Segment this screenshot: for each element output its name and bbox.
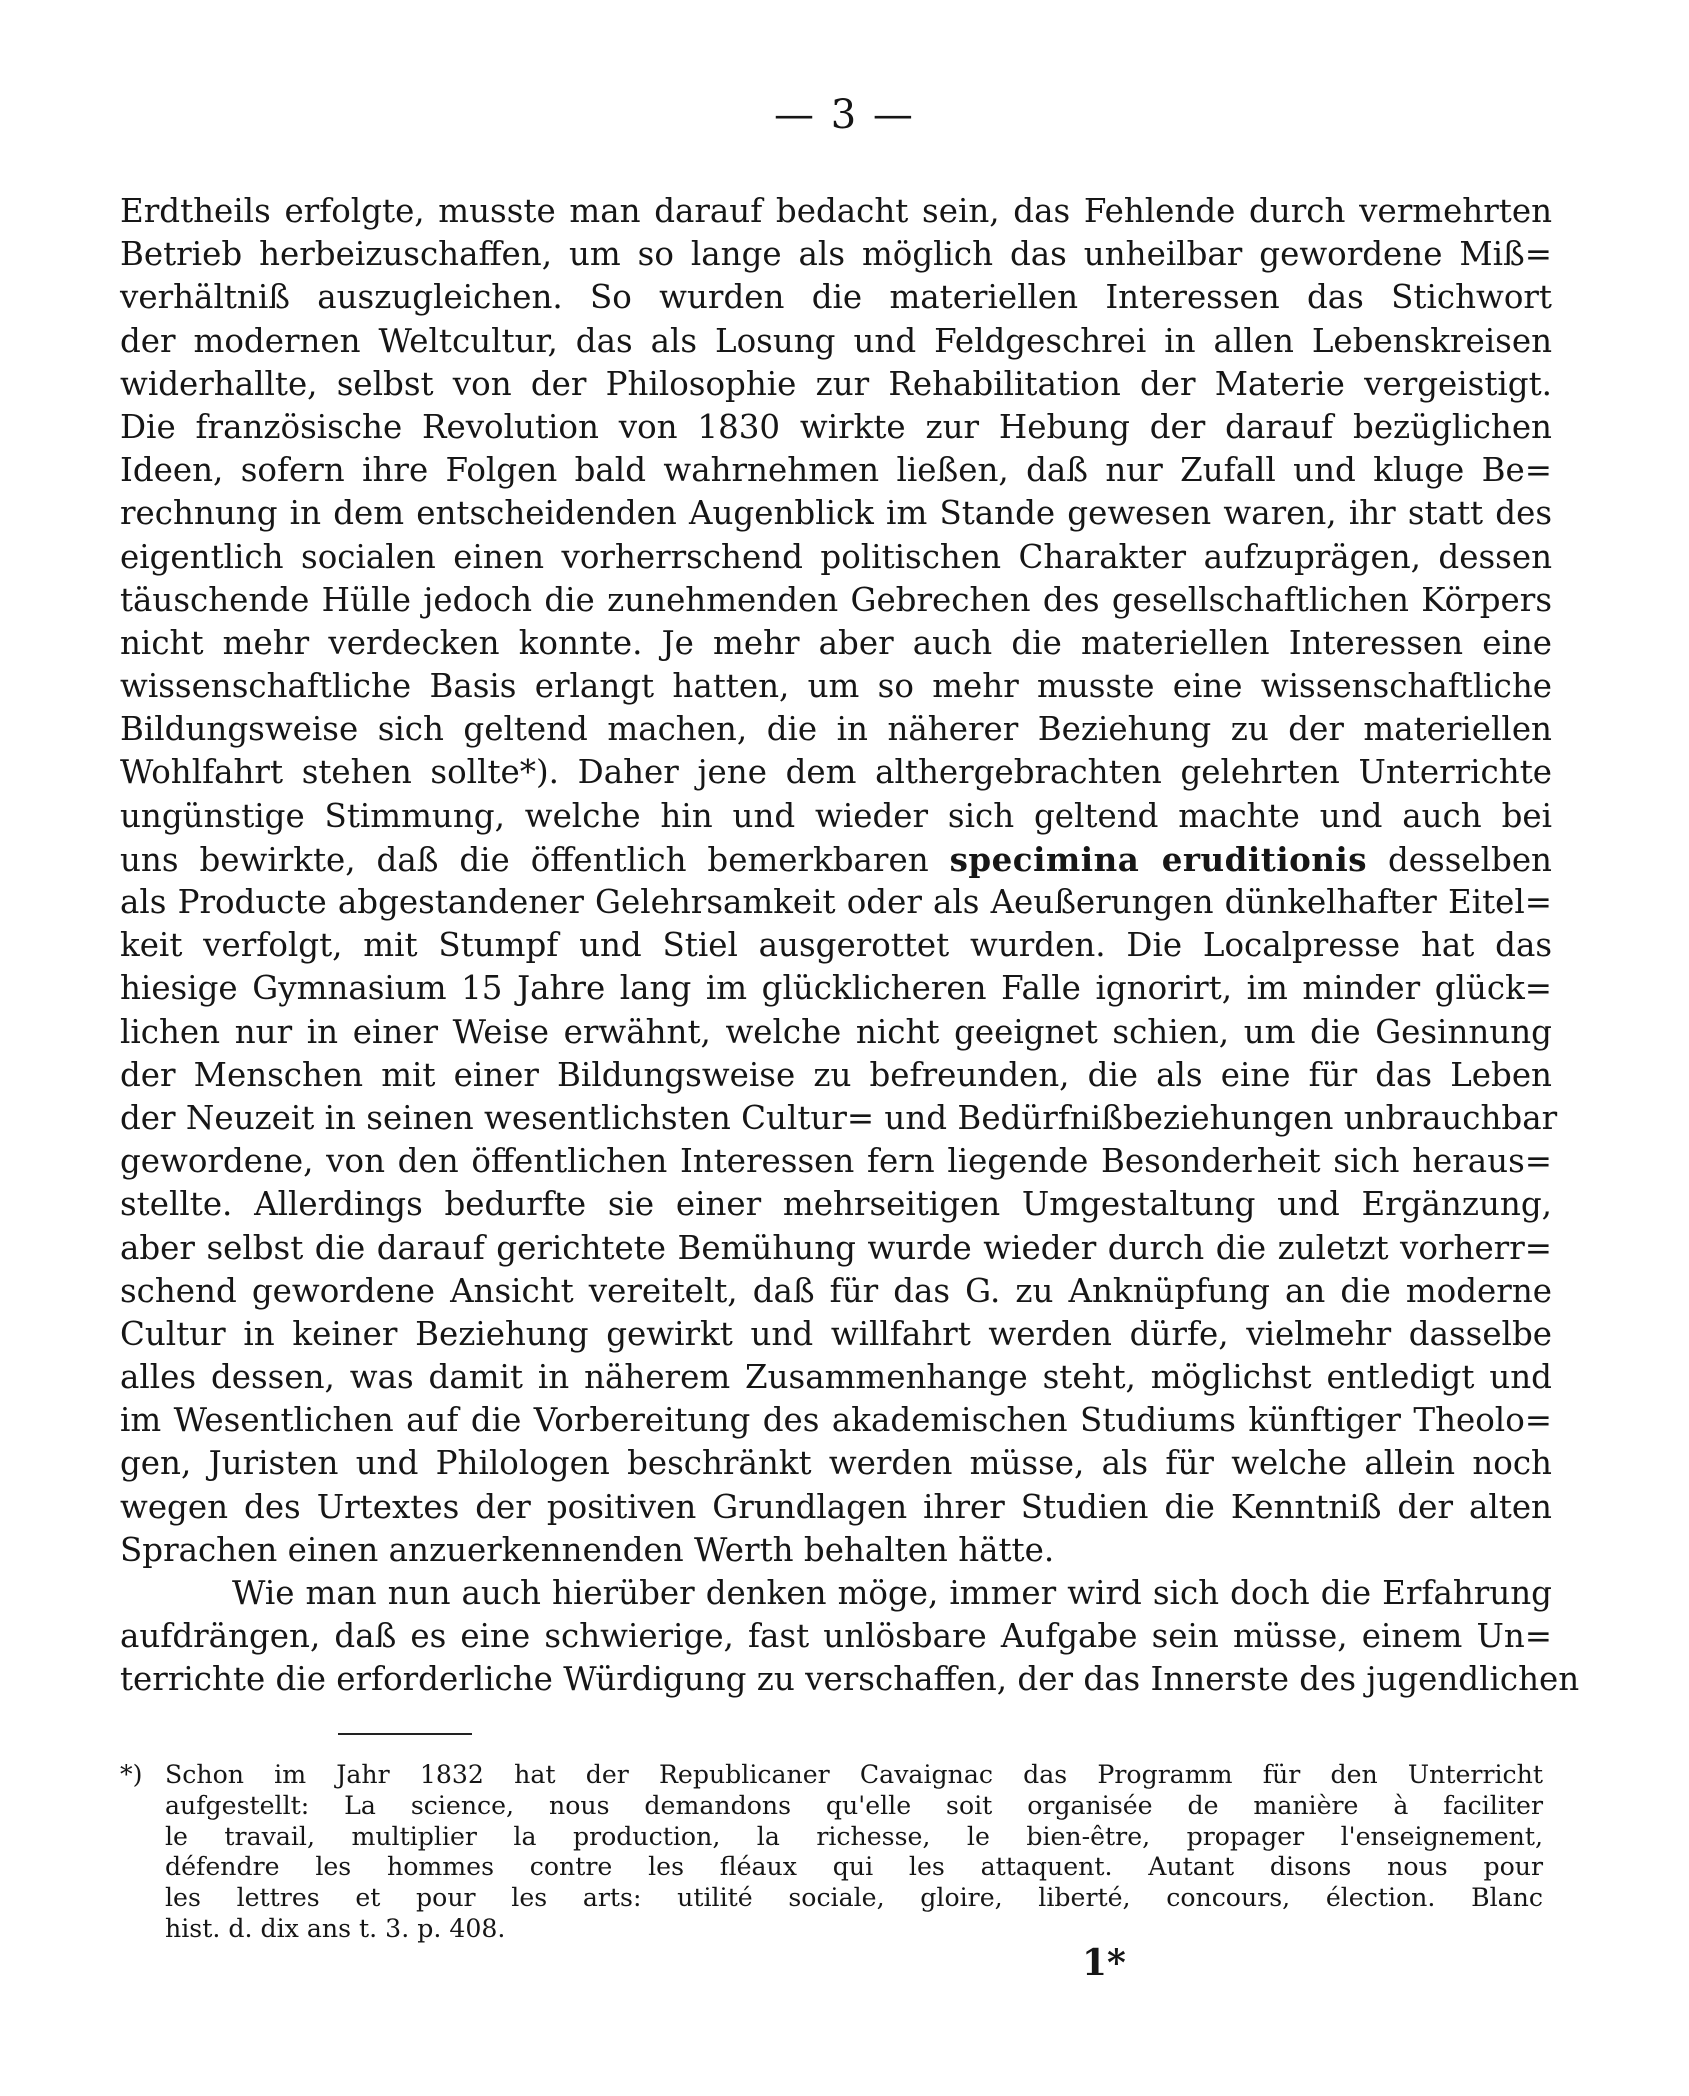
latin-emphasis: specimina eruditionis — [949, 839, 1368, 879]
text-line: der Menschen mit einer Bildungsweise zu befreunden, die als eine für das Leben — [120, 1055, 1552, 1094]
footnote-line: hist. d. dix ans t. 3. p. 408. — [165, 1913, 506, 1943]
footnote-line: le travail, multiplier la production, la richesse, le bien-être, propager l'enseignement, — [165, 1821, 1543, 1851]
text-line: aber selbst die darauf gerichtete Bemühung wurde wieder durch die zuletzt vorherr= — [120, 1228, 1552, 1267]
text-line: Bildungsweise sich geltend machen, die in näherer Beziehung zu der materiellen — [120, 710, 1552, 749]
text-line: Wohlfahrt stehen sollte*). Daher jene dem althergebrachten gelehrten Unterrichte — [120, 753, 1552, 792]
text-line: täuschende Hülle jedoch die zunehmenden Gebrechen des gesellschaftlichen Körpers — [120, 580, 1552, 619]
text-line: Erdtheils erfolgte, musste man darauf bedacht sein, das Fehlende durch vermehrten — [120, 192, 1552, 230]
text-line: terrichte die erforderliche Würdigung zu verschaffen, der das Innerste des jugendlichen — [120, 1660, 1580, 1699]
footnote — [120, 1760, 1543, 1945]
footnote-marker: *) — [120, 1760, 143, 1789]
text-line: alles dessen, was damit in näherem Zusammenhange steht, möglichst entledigt und — [120, 1358, 1552, 1397]
signature-mark: 1* — [1082, 1942, 1126, 1984]
text-line: gewordene, von den öffentlichen Interessen fern liegende Besonderheit sich heraus= — [120, 1142, 1552, 1181]
text-line: lichen nur in einer Weise erwähnt, welche nicht geeignet schien, um die Gesinnung — [120, 1012, 1552, 1051]
text-line: schend gewordene Ansicht vereitelt, daß für das G. zu Anknüpfung an die moderne — [120, 1271, 1552, 1310]
text-line: aufdrängen, daß es eine schwierige, fast unlösbare Aufgabe sein müsse, einem Un= — [120, 1617, 1552, 1656]
footnote-line: aufgestellt: La science, nous demandons qu'elle soit organisée de manière à faciliter — [165, 1790, 1543, 1820]
text-line: widerhallte, selbst von der Philosophie zur Rehabilitation der Materie vergeistigt. — [120, 364, 1552, 403]
paragraph-start-line: Wie man nun auch hierüber denken möge, immer wird sich doch die Erfahrung — [232, 1574, 1552, 1612]
text-line: der Neuzeit in seinen wesentlichsten Cultur= und Bedürfnißbeziehungen unbrauchbar — [120, 1098, 1558, 1137]
main-text — [120, 190, 1580, 1702]
text-line: als Producte abgestandener Gelehrsamkeit oder als Aeußerungen dünkelhafter Eitel= — [120, 883, 1552, 921]
text-line: Ideen, sofern ihre Folgen bald wahrnehmen ließen, daß nur Zufall und kluge Be= — [120, 451, 1552, 490]
text-line: keit verfolgt, mit Stumpf und Stiel ausgerottet wurden. Die Localpresse hat das — [120, 926, 1552, 965]
text-line: Die französische Revolution von 1830 wirkte zur Hebung der darauf bezüglichen — [120, 407, 1552, 446]
text-line: ungünstige Stimmung, welche hin und wieder sich geltend machte und auch bei — [120, 796, 1552, 835]
text-line: hiesige Gymnasium 15 Jahre lang im glücklicheren Falle ignorirt, im minder glück= — [120, 969, 1552, 1008]
text-line: Cultur in keiner Beziehung gewirkt und willfahrt werden dürfe, vielmehr dasselbe — [120, 1314, 1552, 1353]
footnote-divider — [338, 1733, 472, 1735]
page-number: — 3 — — [774, 92, 915, 138]
footnote-line: Schon im Jahr 1832 hat der Republicaner Cavaignac das Programm für den Unterricht — [165, 1760, 1543, 1789]
footnote-line: défendre les hommes contre les fléaux qui les attaquent. Autant disons nous pour — [165, 1852, 1543, 1882]
text-line: wegen des Urtextes der positiven Grundlagen ihrer Studien die Kenntniß der alten — [120, 1487, 1552, 1526]
text-line-end: desselben — [1367, 840, 1552, 879]
text-line: verhältniß auszugleichen. So wurden die materiellen Interessen das Stichwort — [120, 278, 1552, 317]
text-line: nicht mehr verdecken konnte. Je mehr aber auch die materiellen Interessen eine — [120, 623, 1552, 662]
text-line: der modernen Weltcultur, das als Losung und Feldgeschrei in allen Lebenskreisen — [120, 321, 1552, 360]
paragraph-end-line: Sprachen einen anzuerkennenden Werth behalten hätte. — [120, 1530, 1055, 1569]
text-line: eigentlich socialen einen vorherrschend politischen Charakter aufzuprägen, dessen — [120, 537, 1552, 576]
text-line: im Wesentlichen auf die Vorbereitung des akademischen Studiums künftiger Theolo= — [120, 1401, 1552, 1440]
text-line-with-emphasis — [120, 838, 1552, 881]
text-line: wissenschaftliche Basis erlangt hatten, um so mehr musste eine wissenschaftliche — [120, 667, 1552, 706]
text-line: stellte. Allerdings bedurfte sie einer mehrseitigen Umgestaltung und Ergänzung, — [120, 1185, 1552, 1224]
text-line: Betrieb herbeizuschaffen, um so lange als möglich das unheilbar gewordene Miß= — [120, 235, 1552, 274]
text-line: rechnung in dem entscheidenden Augenblick im Stande gewesen waren, ihr statt des — [120, 494, 1552, 533]
text-line: gen, Juristen und Philologen beschränkt werden müsse, als für welche allein noch — [120, 1444, 1552, 1483]
footnote-line: les lettres et pour les arts: utilité sociale, gloire, liberté, concours, élection. Blanc — [165, 1883, 1543, 1913]
text-line-start: uns bewirkte, daß die öffentlich bemerkbaren — [120, 840, 950, 879]
